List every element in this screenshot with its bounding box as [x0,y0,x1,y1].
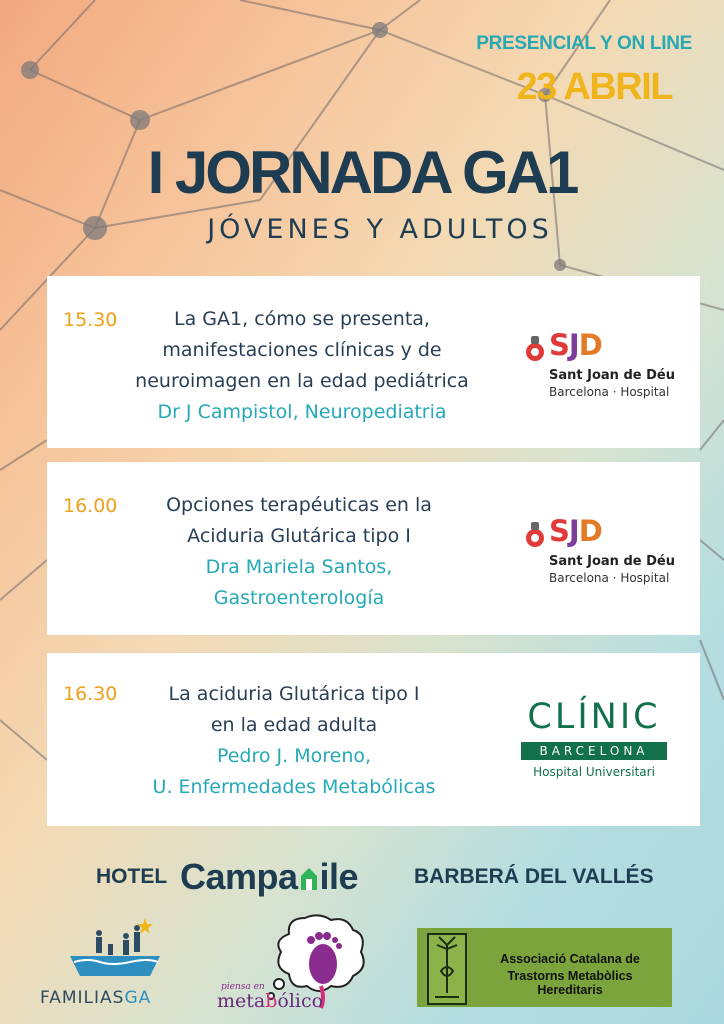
speaker-line: Gastroenterología [213,587,385,609]
sjd-wordmark: SJD [549,328,602,362]
sjd-location: Barcelona · Hospital [549,385,670,399]
sjd-name: Sant Joan de Déu [549,368,675,383]
clinic-city-bar: BARCELONA [521,742,667,760]
acat-emblem [427,933,467,1005]
venue-prefix: HOTEL [96,865,168,888]
session-title-line: La GA1, cómo se presenta, [174,308,430,330]
clinic-wordmark: CLÍNIC [527,697,661,737]
venue-location: BARBERÁ DEL VALLÉS [414,865,654,888]
session-time: 15.30 [63,309,118,331]
familias-ga-text: FAMILIASGA [40,988,152,1008]
session-details [129,490,469,614]
session-card-1 [47,276,700,448]
clinic-subtitle: Hospital Universitari [533,765,655,779]
session-title-line: neuroimagen en la edad pediátrica [135,370,469,392]
session-title-line: Opciones terapéuticas en la [166,494,432,516]
piensa-big-text: metabólico [217,990,324,1012]
tree-icon [429,935,465,1003]
familias-ga-logo [40,918,165,1013]
session-card-2 [47,462,700,635]
venue-line [0,856,724,896]
sjd-emblem-icon [525,334,545,364]
sjd-logo [525,328,675,398]
speaker-line: Dr J Campistol, Neuropediatria [157,401,447,423]
session-title-line: Aciduria Glutárica tipo I [187,525,411,547]
session-details [87,304,517,428]
sjd-wordmark: SJD [549,514,602,548]
sjd-logo [525,514,675,584]
session-title-line: en la edad adulta [210,714,378,736]
sjd-emblem-icon [525,520,545,550]
campanile-house-icon [299,866,319,890]
campanile-logo: Campa ile [180,856,359,897]
page-title: I JORNADA GA1 [147,139,577,206]
speaker-line: U. Enfermedades Metabólicas [152,776,436,798]
page-subtitle: JÓVENES Y ADULTOS [207,214,553,245]
piensa-small-text: piensa en [221,982,265,992]
session-card-3 [47,653,700,826]
acat-line-1: Associació Catalana de [500,952,640,966]
sjd-name: Sant Joan de Déu [549,554,675,569]
star-icon [137,918,153,934]
sjd-location: Barcelona · Hospital [549,571,670,585]
acat-logo [417,928,672,1007]
event-date: 23 ABRIL [516,66,672,108]
session-time: 16.00 [63,495,118,517]
session-title-line: manifestaciones clínicas y de [162,339,442,361]
clinic-logo [519,697,669,787]
session-details [119,679,469,803]
piensa-en-metabolico-logo [215,912,375,1012]
session-title-line: La aciduria Glutárica tipo I [168,683,420,705]
attendance-mode: PRESENCIAL Y ON LINE [476,33,692,54]
speaker-line: Dra Mariela Santos, [205,556,393,578]
acat-line-2: Trastorns Metabòlics Hereditaris [507,969,633,997]
session-time: 16.30 [63,683,118,705]
speaker-line: Pedro J. Moreno, [216,745,372,767]
